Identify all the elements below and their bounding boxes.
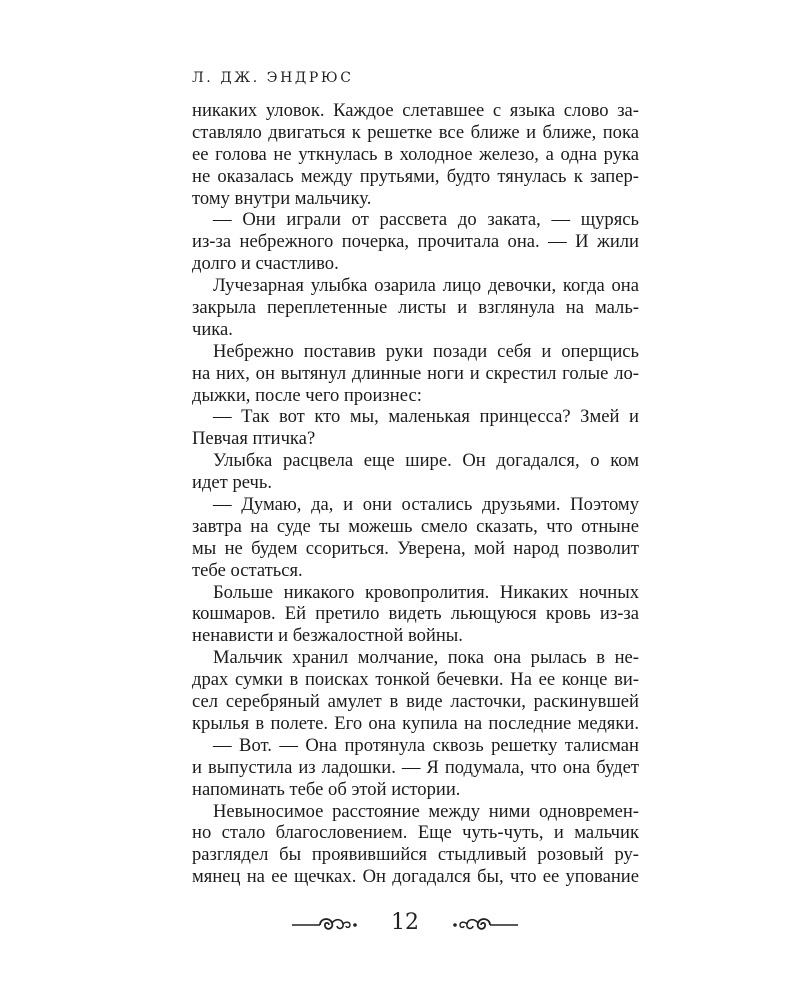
text-line: кошмаров. Ей претило видеть льющуюся кровь из-за xyxy=(192,603,639,625)
text-line: но стало благословением. Еще чуть-чуть, и мальчик xyxy=(192,822,639,844)
page-footer xyxy=(290,910,520,940)
text-line: напоминать тебе об этой истории. xyxy=(192,778,461,800)
text-line: ставляло двигаться к решетке все ближе и ближе, пока xyxy=(192,121,639,143)
text-line: дыжки, после чего произнес: xyxy=(192,384,422,406)
text-line: и выпустила из ладошки. — Я подумала, что она будет xyxy=(192,756,639,778)
text-line: сел серебряный амулет в виде ласточки, раскинувшей xyxy=(192,691,639,713)
text-line: мы не будем ссориться. Уверена, мой народ позволит xyxy=(192,537,639,559)
text-line: — Вот. — Она протянула сквозь решетку талисман xyxy=(213,734,639,756)
text-line: крылья в полете. Его она купила на последние медяки. xyxy=(192,712,639,734)
text-line: Певчая птичка? xyxy=(192,428,316,450)
text-line: никаких уловок. Каждое слетавшее с языка слово за- xyxy=(192,100,639,121)
text-line: закрыла переплетенные листы и взглянула на маль- xyxy=(192,297,639,319)
text-line: мянец на ее щечках. Он догадался бы, что ее упование xyxy=(192,866,639,888)
flourish-left-icon xyxy=(290,914,360,936)
text-line: Небрежно поставив руки позади себя и оперщись xyxy=(213,340,639,362)
text-line: не оказалась между прутьями, будто тянулась к запер- xyxy=(192,165,639,187)
text-line: Мальчик хранил молчание, пока она рылась в не- xyxy=(213,647,639,669)
text-line: из-за небрежного почерка, прочитала она. — И жили xyxy=(192,231,639,253)
text-line: Улыбка расцвела еще шире. Он догадался, о ком xyxy=(213,450,639,472)
text-line: завтра на суде ты можешь смело сказать, что отныне xyxy=(192,515,639,537)
flourish-right-icon xyxy=(450,914,520,936)
text-line: — Они играли от рассвета до заката, — щурясь xyxy=(213,209,639,231)
text-line: — Так вот кто мы, маленькая принцесса? Змей и xyxy=(213,406,639,428)
text-line: Невыносимое расстояние между ними одновремен- xyxy=(213,800,639,822)
running-head: Л. ДЖ. ЭНДРЮС xyxy=(192,70,354,86)
text-line: идет речь. xyxy=(192,472,273,494)
text-line: Больше никакого кровопролития. Никаких ночных xyxy=(213,581,639,603)
text-line: на них, он вытянул длинные ноги и скрестил голые ло- xyxy=(192,362,639,384)
text-line: драх сумки в поисках тонкой бечевки. На ее конце ви- xyxy=(192,669,639,691)
text-line: разглядел бы проявившийся стыдливый розовый ру- xyxy=(192,844,639,866)
text-line: долго и счастливо. xyxy=(192,253,339,275)
text-line: — Думаю, да, и они остались друзьями. Поэтому xyxy=(213,494,639,516)
text-line: ненависти и безжалостной войны. xyxy=(192,625,463,647)
text-line: ее голова не уткнулась в холодное железо, а одна рука xyxy=(192,143,639,165)
text-line: тому внутри мальчику. xyxy=(192,187,372,209)
text-line: тебе остаться. xyxy=(192,559,303,581)
body-text xyxy=(192,100,639,888)
page-number: 12 xyxy=(391,910,419,935)
text-line: Лучезарная улыбка озарила лицо девочки, когда она xyxy=(213,275,639,297)
text-line: чика. xyxy=(192,318,233,340)
